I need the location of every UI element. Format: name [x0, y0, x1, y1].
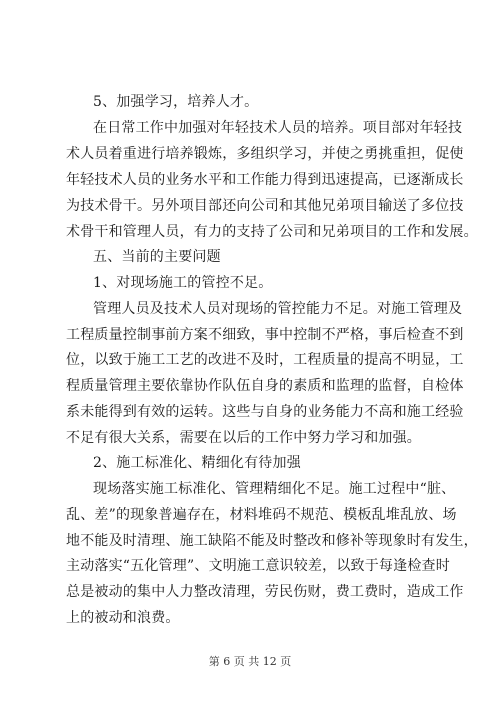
paragraph-line: 上的被动和浪费。 [66, 610, 180, 626]
paragraph-line: 管理人员及技术人员对现场的管控能力不足。对施工管理及 [93, 301, 463, 317]
paragraph-line: 现场落实施工标准化、管理精细化不足。施工过程中“脏、 [93, 481, 456, 497]
paragraph-line: 程质量管理主要依靠协作队伍自身的素质和监理的监督，自检体 [66, 378, 464, 394]
subheading-1: 1、对现场施工的管控不足。 [93, 275, 273, 291]
paragraph-line: 地不能及时清理、施工缺陷不能及时整改和修补等现象时有发生， [66, 533, 478, 549]
paragraph-line: 为技术骨干。另外项目部还向公司和其他兄弟项目输送了多位技 [66, 198, 464, 214]
page-number-footer: 第 6 页 共 12 页 [208, 655, 292, 668]
paragraph-line: 年轻技术人员的业务水平和工作能力得到迅速提高，已逐渐成长 [66, 172, 464, 188]
paragraph-line: 术骨干和管理人员，有力的支持了公司和兄弟项目的工作和发展。 [66, 224, 478, 240]
subheading-2: 2、施工标准化、精细化有待加强 [93, 455, 301, 471]
paragraph-line: 术人员着重进行培养锻炼，多组织学习，并使之勇挑重担，促使 [66, 146, 464, 162]
paragraph-line: 在日常工作中加强对年轻技术人员的培养。项目部对年轻技 [93, 120, 463, 136]
paragraph-line: 位，以致于施工工艺的改进不及时，工程质量的提高不明显，工 [66, 352, 464, 368]
paragraph-line: 系未能得到有效的运转。这些与自身的业务能力不高和施工经验 [66, 404, 464, 420]
paragraph-line: 乱、差”的现象普遍存在，材料堆码不规范、模板乱堆乱放、场 [66, 507, 457, 523]
section-heading: 五、当前的主要问题 [93, 249, 221, 265]
heading-5: 5、加强学习，培养人才。 [93, 94, 259, 110]
paragraph-line: 总是被动的集中人力整改清理，劳民伤财，费工费时，造成工作 [66, 584, 464, 600]
paragraph-line: 工程质量控制事前方案不细致，事中控制不严格，事后检查不到 [66, 327, 464, 343]
paragraph-line: 不足有很大关系，需要在以后的工作中努力学习和加强。 [66, 430, 421, 446]
paragraph-line: 主动落实“五化管理”、文明施工意识较差，以致于每逢检查时 [66, 558, 450, 574]
